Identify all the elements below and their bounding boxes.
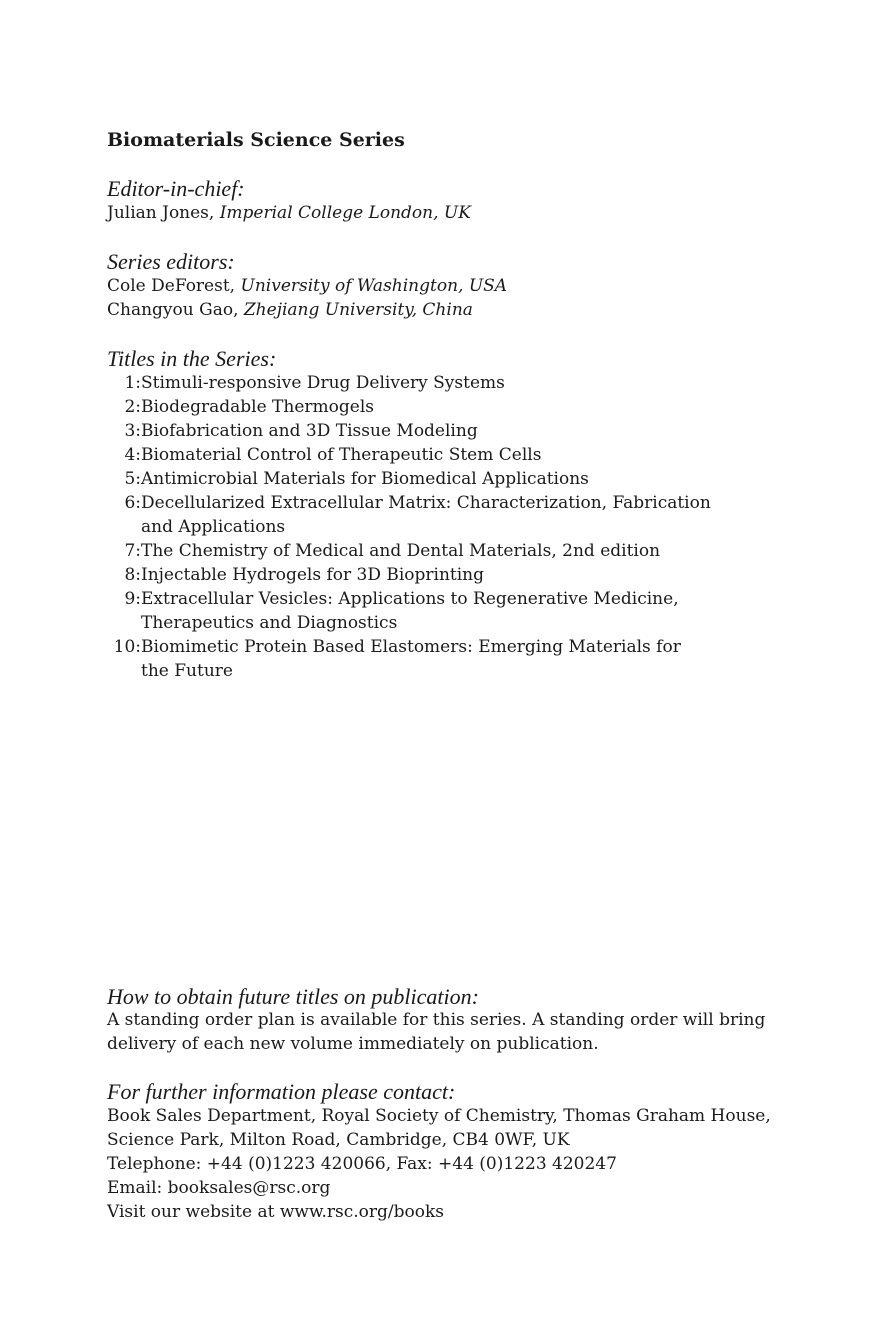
series-title: Biomaterials Science Series bbox=[107, 129, 405, 151]
title-text: Injectable Hydrogels for 3D Bioprinting bbox=[141, 565, 485, 585]
series-editor-name: Cole DeForest, bbox=[107, 276, 236, 296]
editor-in-chief-name: Julian Jones, bbox=[107, 203, 215, 223]
list-item bbox=[107, 539, 787, 563]
series-editor-affiliation: University of Washington, USA bbox=[240, 276, 508, 296]
list-item bbox=[107, 395, 787, 419]
editor-in-chief-heading: Editor-in-chief: bbox=[107, 176, 245, 201]
series-editor-line bbox=[107, 298, 787, 322]
title-number: 8: bbox=[124, 565, 141, 585]
contact-email: Email: booksales@rsc.org bbox=[107, 1178, 331, 1198]
list-item bbox=[107, 467, 787, 491]
titles-heading: Titles in the Series: bbox=[107, 346, 277, 371]
list-item bbox=[107, 635, 787, 683]
title-number: 2: bbox=[124, 397, 141, 417]
title-text: Stimuli-responsive Drug Delivery Systems bbox=[141, 373, 505, 393]
list-item bbox=[107, 443, 787, 467]
contact-section bbox=[107, 1080, 807, 1224]
list-item bbox=[107, 419, 787, 443]
title-number: 5: bbox=[124, 469, 141, 489]
contact-heading: For further information please contact: bbox=[107, 1079, 456, 1104]
list-item bbox=[107, 491, 787, 539]
editor-in-chief-affiliation: Imperial College London, UK bbox=[219, 203, 471, 223]
title-number: 9: bbox=[124, 589, 141, 609]
series-editor-affiliation: Zhejiang University, China bbox=[243, 300, 473, 320]
contact-website: Visit our website at www.rsc.org/books bbox=[107, 1202, 445, 1222]
future-titles-heading: How to obtain future titles on publication: bbox=[107, 984, 479, 1009]
series-editor-line bbox=[107, 274, 787, 298]
title-text: Antimicrobial Materials for Biomedical Applications bbox=[141, 469, 589, 489]
title-text: Biomaterial Control of Therapeutic Stem Cells bbox=[141, 445, 542, 465]
title-number: 10: bbox=[113, 637, 141, 657]
title-number: 7: bbox=[124, 541, 141, 561]
contact-phone: Telephone: +44 (0)1223 420066, Fax: +44 (0)1223 420247 bbox=[107, 1154, 617, 1174]
future-titles-text: A standing order plan is available for this series. A standing order will bring delivery of each new volume immediately on publication. bbox=[107, 1010, 766, 1054]
series-page-bottom bbox=[107, 985, 807, 1224]
title-number: 1: bbox=[124, 373, 141, 393]
list-item bbox=[107, 371, 787, 395]
title-text: Biomimetic Protein Based Elastomers: Emerging Materials for the Future bbox=[141, 637, 681, 681]
titles-list bbox=[107, 371, 787, 683]
future-titles-section bbox=[107, 985, 807, 1056]
title-text: Decellularized Extracellular Matrix: Characterization, Fabrication and Applications bbox=[141, 493, 711, 537]
editor-in-chief-line bbox=[107, 201, 787, 225]
list-item bbox=[107, 563, 787, 587]
title-number: 4: bbox=[124, 445, 141, 465]
title-number: 6: bbox=[124, 493, 141, 513]
contact-address-line: Science Park, Milton Road, Cambridge, CB4 0WF, UK bbox=[107, 1130, 570, 1150]
series-editors-heading: Series editors: bbox=[107, 249, 235, 274]
titles-section bbox=[107, 347, 787, 683]
title-text: The Chemistry of Medical and Dental Materials, 2nd edition bbox=[141, 541, 661, 561]
contact-address-line: Book Sales Department, Royal Society of Chemistry, Thomas Graham House, bbox=[107, 1106, 771, 1126]
title-text: Biodegradable Thermogels bbox=[141, 397, 374, 417]
series-editors-section bbox=[107, 250, 787, 322]
editor-in-chief-section bbox=[107, 177, 787, 225]
title-text: Biofabrication and 3D Tissue Modeling bbox=[141, 421, 478, 441]
title-number: 3: bbox=[124, 421, 141, 441]
series-editor-name: Changyou Gao, bbox=[107, 300, 239, 320]
title-text: Extracellular Vesicles: Applications to Regenerative Medicine, Therapeutics and Diagnostics bbox=[141, 589, 679, 633]
list-item bbox=[107, 587, 787, 635]
series-page-top bbox=[107, 126, 787, 683]
